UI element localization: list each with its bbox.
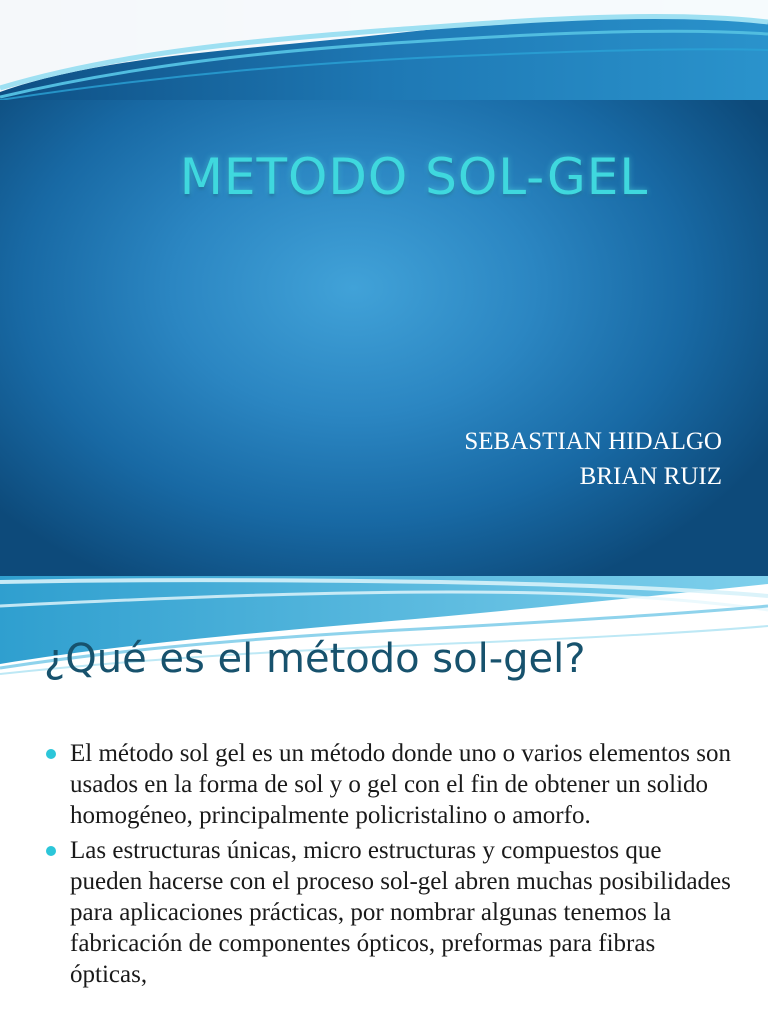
bullet-list: [46, 738, 736, 994]
author-name: SEBASTIAN HIDALGO: [464, 428, 722, 455]
author-name: BRIAN RUIZ: [579, 463, 722, 490]
bullet-item: [46, 835, 736, 990]
author-list: [464, 424, 722, 494]
bullet-item: [46, 738, 736, 831]
bullet-text: El método sol gel es un método donde uno o varios elementos son usados en la forma de sol y o gel con el fin de obtener un solido homogéneo, principalmente policristalino o amorfo.: [70, 740, 732, 829]
slide-heading: ¿Qué es el método sol-gel?: [44, 636, 586, 682]
bullet-dot-icon: [46, 749, 56, 759]
bullet-dot-icon: [46, 846, 56, 856]
slide-title: METODO SOL-GEL: [179, 148, 649, 206]
content-slide[interactable]: [0, 576, 768, 1024]
wave-decoration: [0, 0, 768, 100]
bullet-text: Las estructuras únicas, micro estructuras y compuestos que pueden hacerse con el proceso sol-gel abren muchas posibilidades para aplicaciones prácticas, por nombrar algunas tenemos la fabricación de componentes ópticos, preformas para fibras ópticas,: [70, 837, 731, 988]
